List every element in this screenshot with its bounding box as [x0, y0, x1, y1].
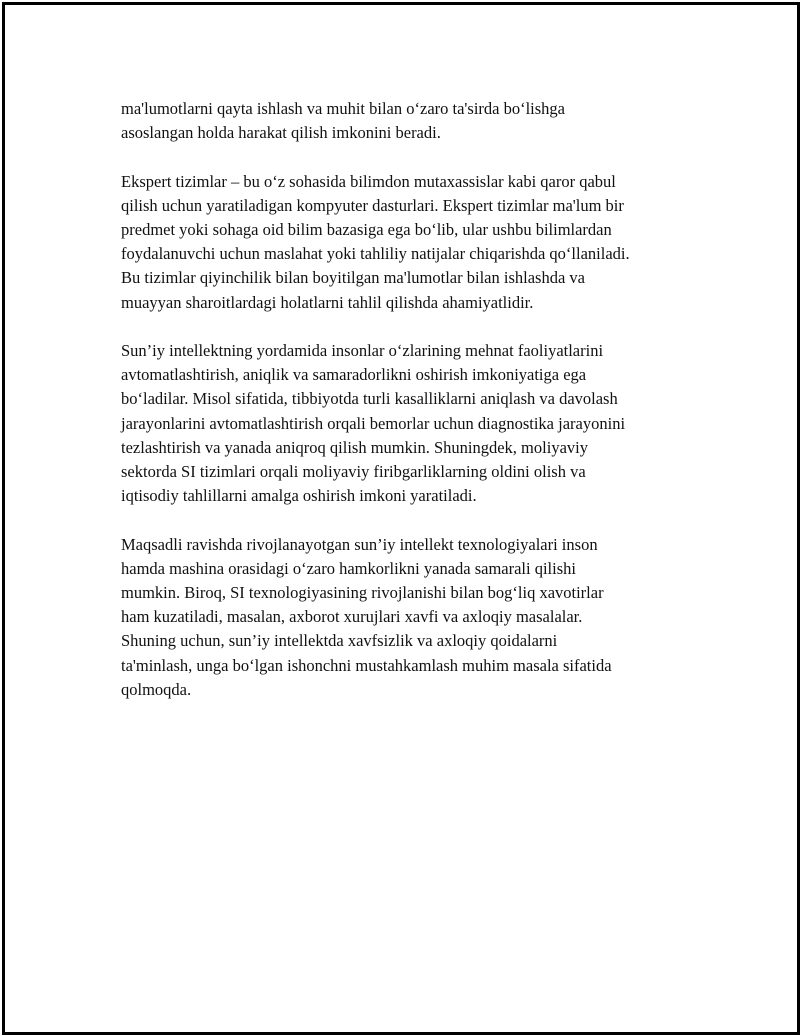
- document-body: [121, 97, 701, 726]
- paragraph-intro-continuation: ma'lumotlarni qayta ishlash va muhit bilan o‘zaro ta'sirda bo‘lishga asoslangan holda harakat qilish imkonini beradi.: [121, 99, 566, 143]
- paragraph-expert-systems: Ekspert tizimlar – bu o‘z sohasida bilimdon mutaxassislar kabi qaror qabul qilish uchun yaratiladigan kompyuter dasturlari. Ekspert tizimlar ma'lum bir predmet yoki sohaga oid bilim bazasiga ega bo‘lib, ular ushbu bilimlardan foydalanuvchi uchun maslahat yoki tahliliy natijalar chiqarishda qo‘llaniladi. Bu tizimlar qiyinchilik bilan boyitilgan ma'lumotlar bilan ishlashda va muayyan sharoitlardagi holatlarni tahlil qilishda ahamiyatlidir.: [121, 171, 630, 312]
- paragraph-ai-automation: Sun’iy intellektning yordamida insonlar o‘zlarining mehnat faoliyatlarini avtomatlashtirish, aniqlik va samaradorlikni oshirish imkoniyatiga ega bo‘ladilar. Misol sifatida, tibbiyotda turli kasalliklarni aniqlash va davolash jarayonlarini avtomatlashtirish orqali bemorlar uchun diagnostika jarayonini tezlashtirish va yanada aniqroq qilish mumkin. Shuningdek, moliyaviy sektorda SI tizimlari orqali moliyaviy firibgarliklarning oldini olish va iqtisodiy tahlillarni amalga oshirish imkoni yaratiladi.: [121, 341, 626, 506]
- paragraph-ai-future: Maqsadli ravishda rivojlanayotgan sun’iy intellekt texnologiyalari inson hamda mashina orasidagi o‘zaro hamkorlikni yanada samarali qilishi mumkin. Biroq, SI texnologiyasining rivojlanishi bilan bog‘liq xavotirlar ham kuzatiladi, masalan, axborot xurujlari xavfi va axloqiy masalalar. Shuning uchun, sun’iy intellektda xavfsizlik va axloqiy qoidalarni ta'minlash, unga bo‘lgan ishonchni mustahkamlash muhim masala sifatida qolmoqda.: [121, 534, 612, 699]
- page-frame: [2, 2, 800, 1035]
